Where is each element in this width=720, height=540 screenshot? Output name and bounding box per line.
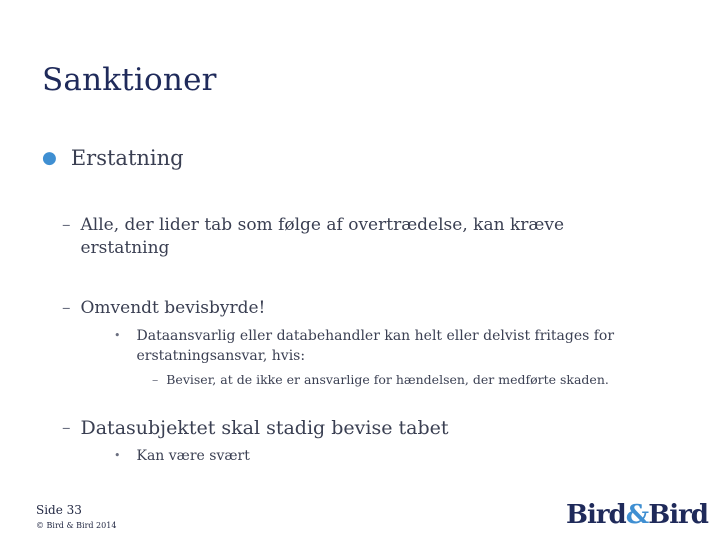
dash-icon: – — [152, 372, 159, 387]
level4-bullet-1 — [152, 371, 609, 389]
dash-icon: – — [62, 215, 71, 235]
small-bullet-icon: • — [114, 449, 121, 462]
bullet-dot-icon: ● — [42, 148, 57, 168]
sub-bullet-1 — [62, 214, 581, 260]
dash-icon: – — [62, 418, 71, 438]
small-bullet-icon: • — [114, 329, 121, 342]
dash-icon: – — [62, 298, 71, 318]
sub-bullet-2 — [62, 297, 581, 320]
level4-bullet-text: Beviser, at de ikke er ansvarlige for hændelsen, der medførte skaden. — [166, 372, 609, 387]
sub-bullet-text: Datasubjektet skal stadig bevise tabet — [80, 417, 449, 439]
sub-bullet-text: Alle, der lider tab som følge af overtrædelse, kan kræve erstatning — [80, 215, 565, 258]
sub-sub-bullet-2 — [114, 446, 250, 466]
main-bullet-text: Erstatning — [70, 146, 184, 170]
sub-sub-bullet-text: Dataansvarlig eller databehandler kan helt eller delvist fritages for erstatningsansvar, hvis: — [136, 328, 615, 364]
logo-ampersand: & — [625, 500, 649, 530]
main-bullet — [42, 146, 184, 170]
sub-sub-bullet-1 — [114, 326, 617, 366]
slide-title: Sanktioner — [42, 62, 217, 98]
page-number: Side 33 — [36, 503, 82, 517]
sub-sub-bullet-text: Kan være svært — [136, 448, 250, 464]
logo-part-1: Bird — [566, 500, 626, 530]
logo-part-2: Bird — [648, 500, 708, 530]
copyright-text: © Bird & Bird 2014 — [36, 521, 117, 530]
sub-bullet-text: Omvendt bevisbyrde! — [80, 298, 266, 318]
sub-bullet-3 — [62, 417, 581, 440]
bird-and-bird-logo — [566, 500, 708, 530]
